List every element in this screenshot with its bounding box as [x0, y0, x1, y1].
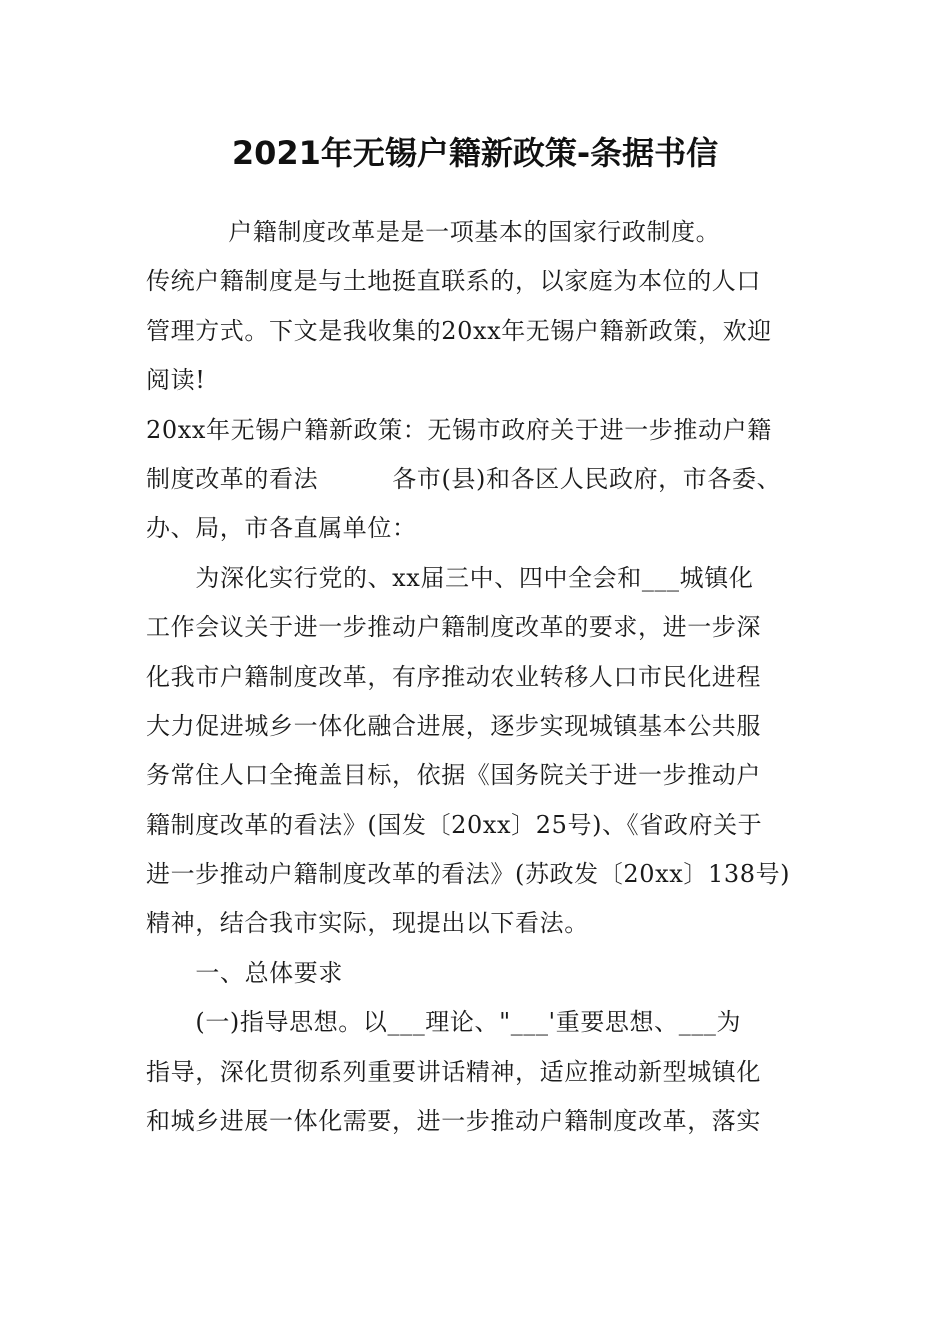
body-line: 大力促进城乡一体化融合进展，逐步实现城镇基本公共服	[146, 711, 761, 740]
body-line: (一)指导思想。以___理论、"___'重要思想、___为	[146, 1008, 742, 1037]
body-line: 进一步推动户籍制度改革的看法》(苏政发〔20xx〕138号)	[146, 860, 791, 889]
body-line: 精神，结合我市实际，现提出以下看法。	[146, 909, 589, 938]
body-line: 20xx年无锡户籍新政策：无锡市政府关于进一步推动户籍	[146, 415, 772, 444]
body-line: 办、局，市各直属单位：	[146, 514, 417, 543]
body-line: 阅读!	[146, 366, 206, 395]
body-line: 和城乡进展一体化需要，进一步推动户籍制度改革，落实	[146, 1107, 761, 1136]
body-line: 籍制度改革的看法》(国发〔20xx〕25号)、《省政府关于	[146, 810, 763, 839]
body-line: 一、总体要求	[146, 958, 343, 987]
body-line: 为深化实行党的、xx届三中、四中全会和___城镇化	[146, 563, 754, 592]
body-line: 化我市户籍制度改革，有序推动农业转移人口市民化进程	[146, 662, 761, 691]
body-line: 户籍制度改革是是一项基本的国家行政制度。	[146, 218, 721, 246]
body-line: 指导，深化贯彻系列重要讲话精神，适应推动新型城镇化	[146, 1057, 761, 1086]
document-title: 2021年无锡户籍新政策-条据书信	[231, 134, 719, 172]
document-body	[146, 208, 836, 1146]
body-line: 传统户籍制度是与土地挺直联系的，以家庭为本位的人口	[146, 267, 761, 296]
body-line: 管理方式。下文是我收集的20xx年无锡户籍新政策，欢迎	[146, 316, 772, 345]
body-line: 工作会议关于进一步推动户籍制度改革的要求，进一步深	[146, 613, 761, 642]
body-line: 制度改革的看法 各市(县)和各区人民政府，市各委、	[146, 464, 782, 493]
body-line: 务常住人口全掩盖目标，依据《国务院关于进一步推动户	[146, 761, 761, 790]
